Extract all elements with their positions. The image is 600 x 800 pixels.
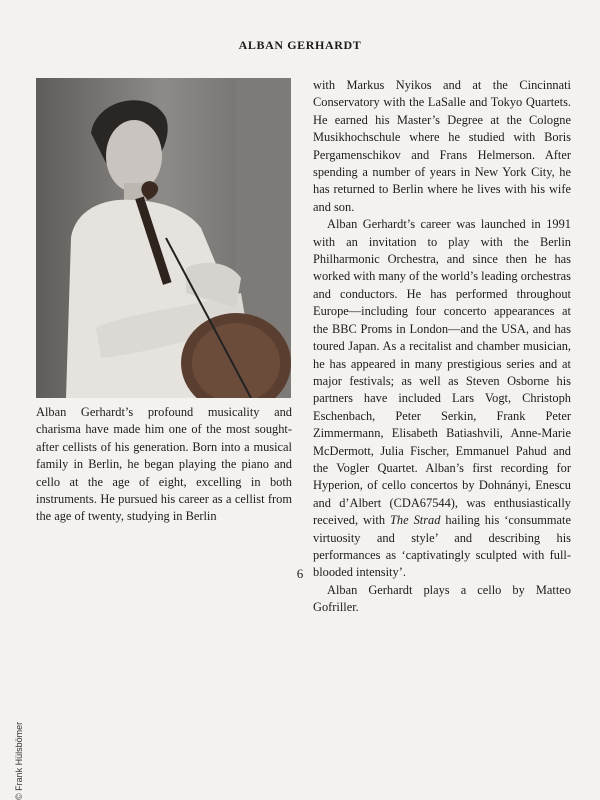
bio-paragraph-career bbox=[313, 216, 571, 582]
page-title: ALBAN GERHARDT bbox=[238, 38, 362, 52]
left-column bbox=[36, 404, 292, 526]
career-text-end: hailing his ‘consummate virtuosity and style’ and describing his performances as ‘captivatingly sculpted with full-blooded intensity’. bbox=[313, 513, 571, 580]
bio-paragraph-instrument: Alban Gerhardt plays a cello by Matteo Gofriller. bbox=[313, 582, 571, 615]
page-number: 6 bbox=[296, 566, 304, 581]
bio-paragraph-1: Alban Gerhardt’s profound musicality and charisma have made him one of the most sought-after cellists of his generation. Born into a musical family in Berlin, he began playing the piano and cello at the age of eight, excelling in both instruments. He pursued his career as a cellist from the age of twenty, studying in Berlin bbox=[36, 405, 292, 524]
bio-paragraph-continued: with Markus Nyikos and at the Cincinnati Conservatory with the LaSalle and Tokyo Quartets. He earned his Master’s Degree at the Cologne Musikhochschule where he studied with Boris Pergamenschikov and Frans Helmerson. After spending a number of years in New York City, he has returned to Berlin where he lives with his wife and son. bbox=[313, 78, 571, 214]
right-column bbox=[313, 77, 571, 617]
photo-credit: © Frank Hülsbömer bbox=[14, 721, 24, 800]
career-text: Alban Gerhardt’s career was launched in 1991 with an invitation to play with the Berlin Philharmonic Orchestra, and since then he has worked with many of the world’s leading orchestras and conductors. He has performed throughout Europe—including four concerto appearances at the BBC Proms in London—and the USA, and has toured Japan. As a recitalist and chamber musician, he has appeared in many prestigious series and at major festivals; as well as Steven Osborne his partners have included Lars Vogt, Christoph Eschenbach, Peter Serkin, Frank Peter Zimmermann, Elisabeth Batiashvili, Anne-Marie McDermott, Julia Fischer, Emmanuel Pahud and the Vogler Quartet. Alban’s first recording for Hyperion, of cello concertos by Dohnányi, Enescu and d’Albert (CDA67544), was enthusiastically received, with bbox=[313, 217, 571, 528]
publication-title: The Strad bbox=[390, 513, 441, 528]
portrait-photo bbox=[36, 78, 291, 398]
